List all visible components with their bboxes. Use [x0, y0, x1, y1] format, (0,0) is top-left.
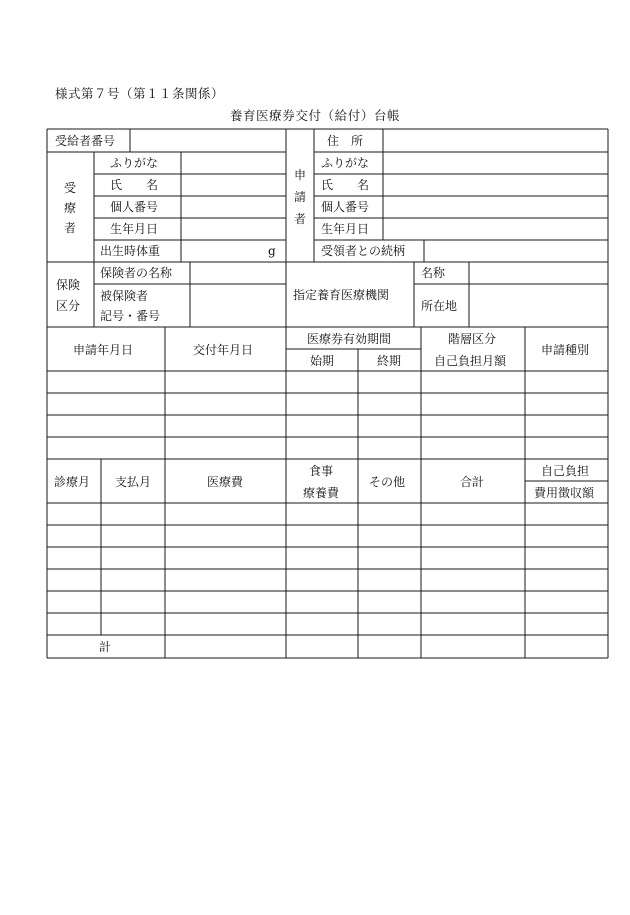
meal-cost-header-1: 食事 — [309, 464, 334, 478]
other-cost-header: その他 — [369, 475, 406, 489]
applicant-address-label: 住 所 — [327, 134, 364, 148]
sum-row-label: 計 — [99, 640, 112, 654]
payment-month-header: 支払月 — [115, 475, 152, 489]
period-start-header: 始期 — [310, 354, 335, 368]
recipient-group-label-2: 療 — [64, 201, 77, 215]
applicant-group-label-1: 申 — [294, 168, 307, 182]
institution-location-label: 所在地 — [421, 299, 458, 313]
recipient-number-label: 受給者番号 — [55, 134, 116, 148]
recipient-birth-weight-label: 出生時体重 — [100, 244, 161, 258]
tier-header-2: 自己負担月額 — [434, 354, 507, 368]
insured-label-1: 被保険者 — [100, 289, 149, 303]
applicant-group-label-3: 者 — [294, 212, 307, 226]
applicant-birthdate-label: 生年月日 — [321, 222, 370, 236]
medical-cost-header: 医療費 — [207, 475, 244, 489]
institution-name-label: 名称 — [421, 266, 446, 280]
treatment-month-header: 診療月 — [54, 475, 91, 489]
insurance-group-label-1: 保険 — [56, 278, 81, 292]
total-header: 合計 — [460, 475, 485, 489]
insurance-group-label-2: 区分 — [56, 299, 81, 313]
tier-header-1: 階層区分 — [448, 332, 497, 346]
applicant-group-label-2: 請 — [294, 190, 307, 204]
recipient-birthdate-label: 生年月日 — [110, 222, 159, 236]
applicant-name-label: 氏 名 — [321, 178, 370, 192]
form-title: 養育医療券交付（給付）台帳 — [229, 108, 401, 123]
recipient-name-label: 氏 名 — [110, 178, 159, 192]
recipient-group-label-3: 者 — [64, 221, 77, 235]
form-number-header: 様式第７号（第１１条関係） — [55, 86, 225, 101]
recipient-personal-number-label: 個人番号 — [110, 200, 159, 214]
applicant-personal-number-label: 個人番号 — [321, 200, 370, 214]
birth-weight-unit: g — [268, 244, 276, 258]
recipient-furigana-label: ふりがな — [110, 156, 159, 170]
insured-label-2: 記号・番号 — [100, 309, 161, 323]
self-burden-header-1: 自己負担 — [541, 464, 590, 478]
meal-cost-header-2: 療養費 — [303, 486, 340, 500]
self-burden-header-2: 費用徴収額 — [534, 486, 595, 500]
issue-date-header: 交付年月日 — [193, 343, 254, 357]
applicant-relationship-label: 受領者との続柄 — [321, 244, 406, 258]
institution-label: 指定養育医療機関 — [293, 288, 390, 302]
period-end-header: 終期 — [377, 354, 402, 368]
recipient-group-label-1: 受 — [64, 181, 77, 195]
validity-period-header: 医療券有効期間 — [307, 332, 392, 346]
applicant-furigana-label: ふりがな — [321, 156, 370, 170]
insurer-name-label: 保険者の名称 — [100, 266, 173, 280]
application-type-header: 申請種別 — [541, 343, 590, 357]
application-date-header: 申請年月日 — [73, 343, 134, 357]
